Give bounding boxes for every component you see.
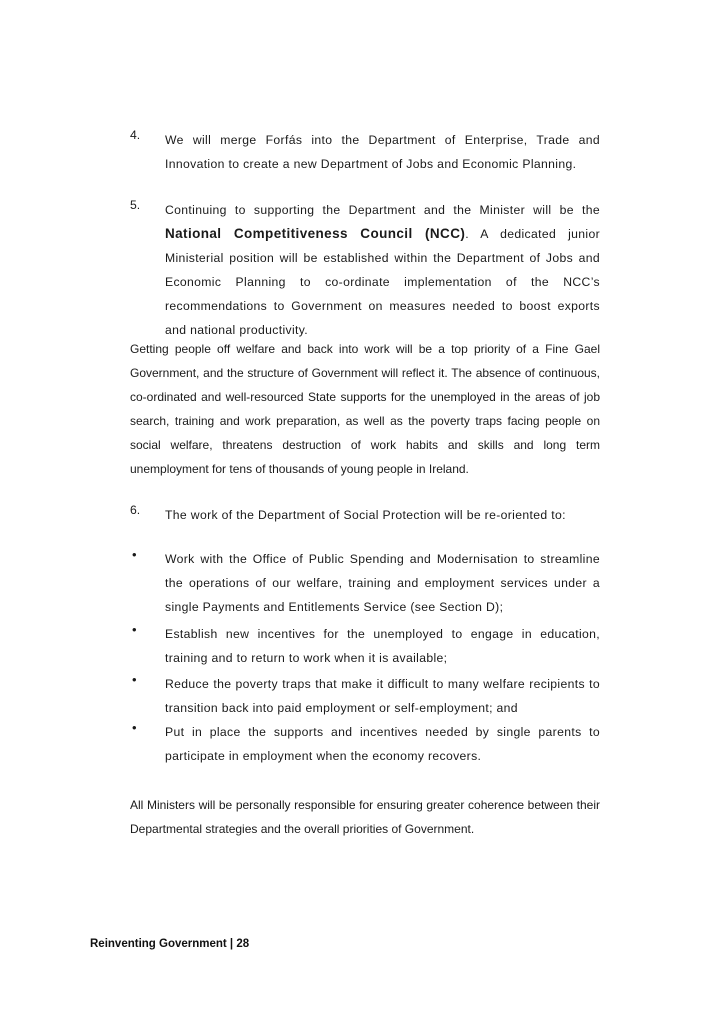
bullet-symbol: •: [132, 547, 137, 562]
page-footer: Reinventing Government | 28: [90, 938, 250, 950]
item-text: The work of the Department of Social Protection will be re-oriented to:: [165, 508, 566, 522]
item-text: We will merge Forfás into the Department of Enterprise, Trade and Innovation to create a new Department of Jobs and Economic Planning.: [165, 133, 600, 171]
bullet-text: Reduce the poverty traps that make it difficult to many welfare recipients to transition back into paid employment or self-employment; and: [165, 677, 600, 715]
ncc-bold-text: National Competitiveness Council (NCC): [165, 226, 466, 241]
numbered-item-6: [130, 503, 600, 527]
bullet-symbol: •: [132, 622, 137, 637]
bullet-item-4: [130, 720, 600, 768]
bullet-item-3: [130, 672, 600, 720]
numbered-item-4: [130, 128, 600, 176]
bullet-text: Work with the Office of Public Spending and Modernisation to streamline the operations of our welfare, training and employment services under a single Payments and Entitlements Service (see Section D);: [165, 552, 600, 614]
bullet-symbol: •: [132, 720, 137, 735]
bullet-item-1: [130, 547, 600, 619]
numbered-item-5: [130, 198, 600, 342]
item-text-before: Continuing to supporting the Department and the Minister will be the: [165, 203, 600, 217]
item-number: 5.: [130, 198, 141, 212]
item-number: 6.: [130, 503, 141, 517]
item-text-after: . A dedicated junior Ministerial position will be established within the Department of Jobs and Economic Planning to co-ordinate implementation of the NCC’s recommendations to Government on measures needed to boost exports and national productivity.: [165, 227, 600, 337]
bullet-text: Establish new incentives for the unemployed to engage in education, training and to return to work when it is available;: [165, 627, 600, 665]
ministers-paragraph: All Ministers will be personally responsible for ensuring greater coherence between their Departmental strategies and the overall priorities of Government.: [130, 798, 600, 836]
bullet-item-2: [130, 622, 600, 670]
item-number: 4.: [130, 128, 141, 142]
item-text: [165, 198, 600, 342]
bullet-text: Put in place the supports and incentives needed by single parents to participate in employment when the economy recovers.: [165, 725, 600, 763]
welfare-paragraph: Getting people off welfare and back into work will be a top priority of a Fine Gael Government, and the structure of Government will reflect it. The absence of continuous, co-ordinated and well-resourced State supports for the unemployed in the areas of job search, training and work preparation, as well as the poverty traps facing people on social welfare, threatens destruction of work habits and skills and long term unemployment for tens of thousands of young people in Ireland.: [130, 342, 600, 476]
bullet-symbol: •: [132, 672, 137, 687]
